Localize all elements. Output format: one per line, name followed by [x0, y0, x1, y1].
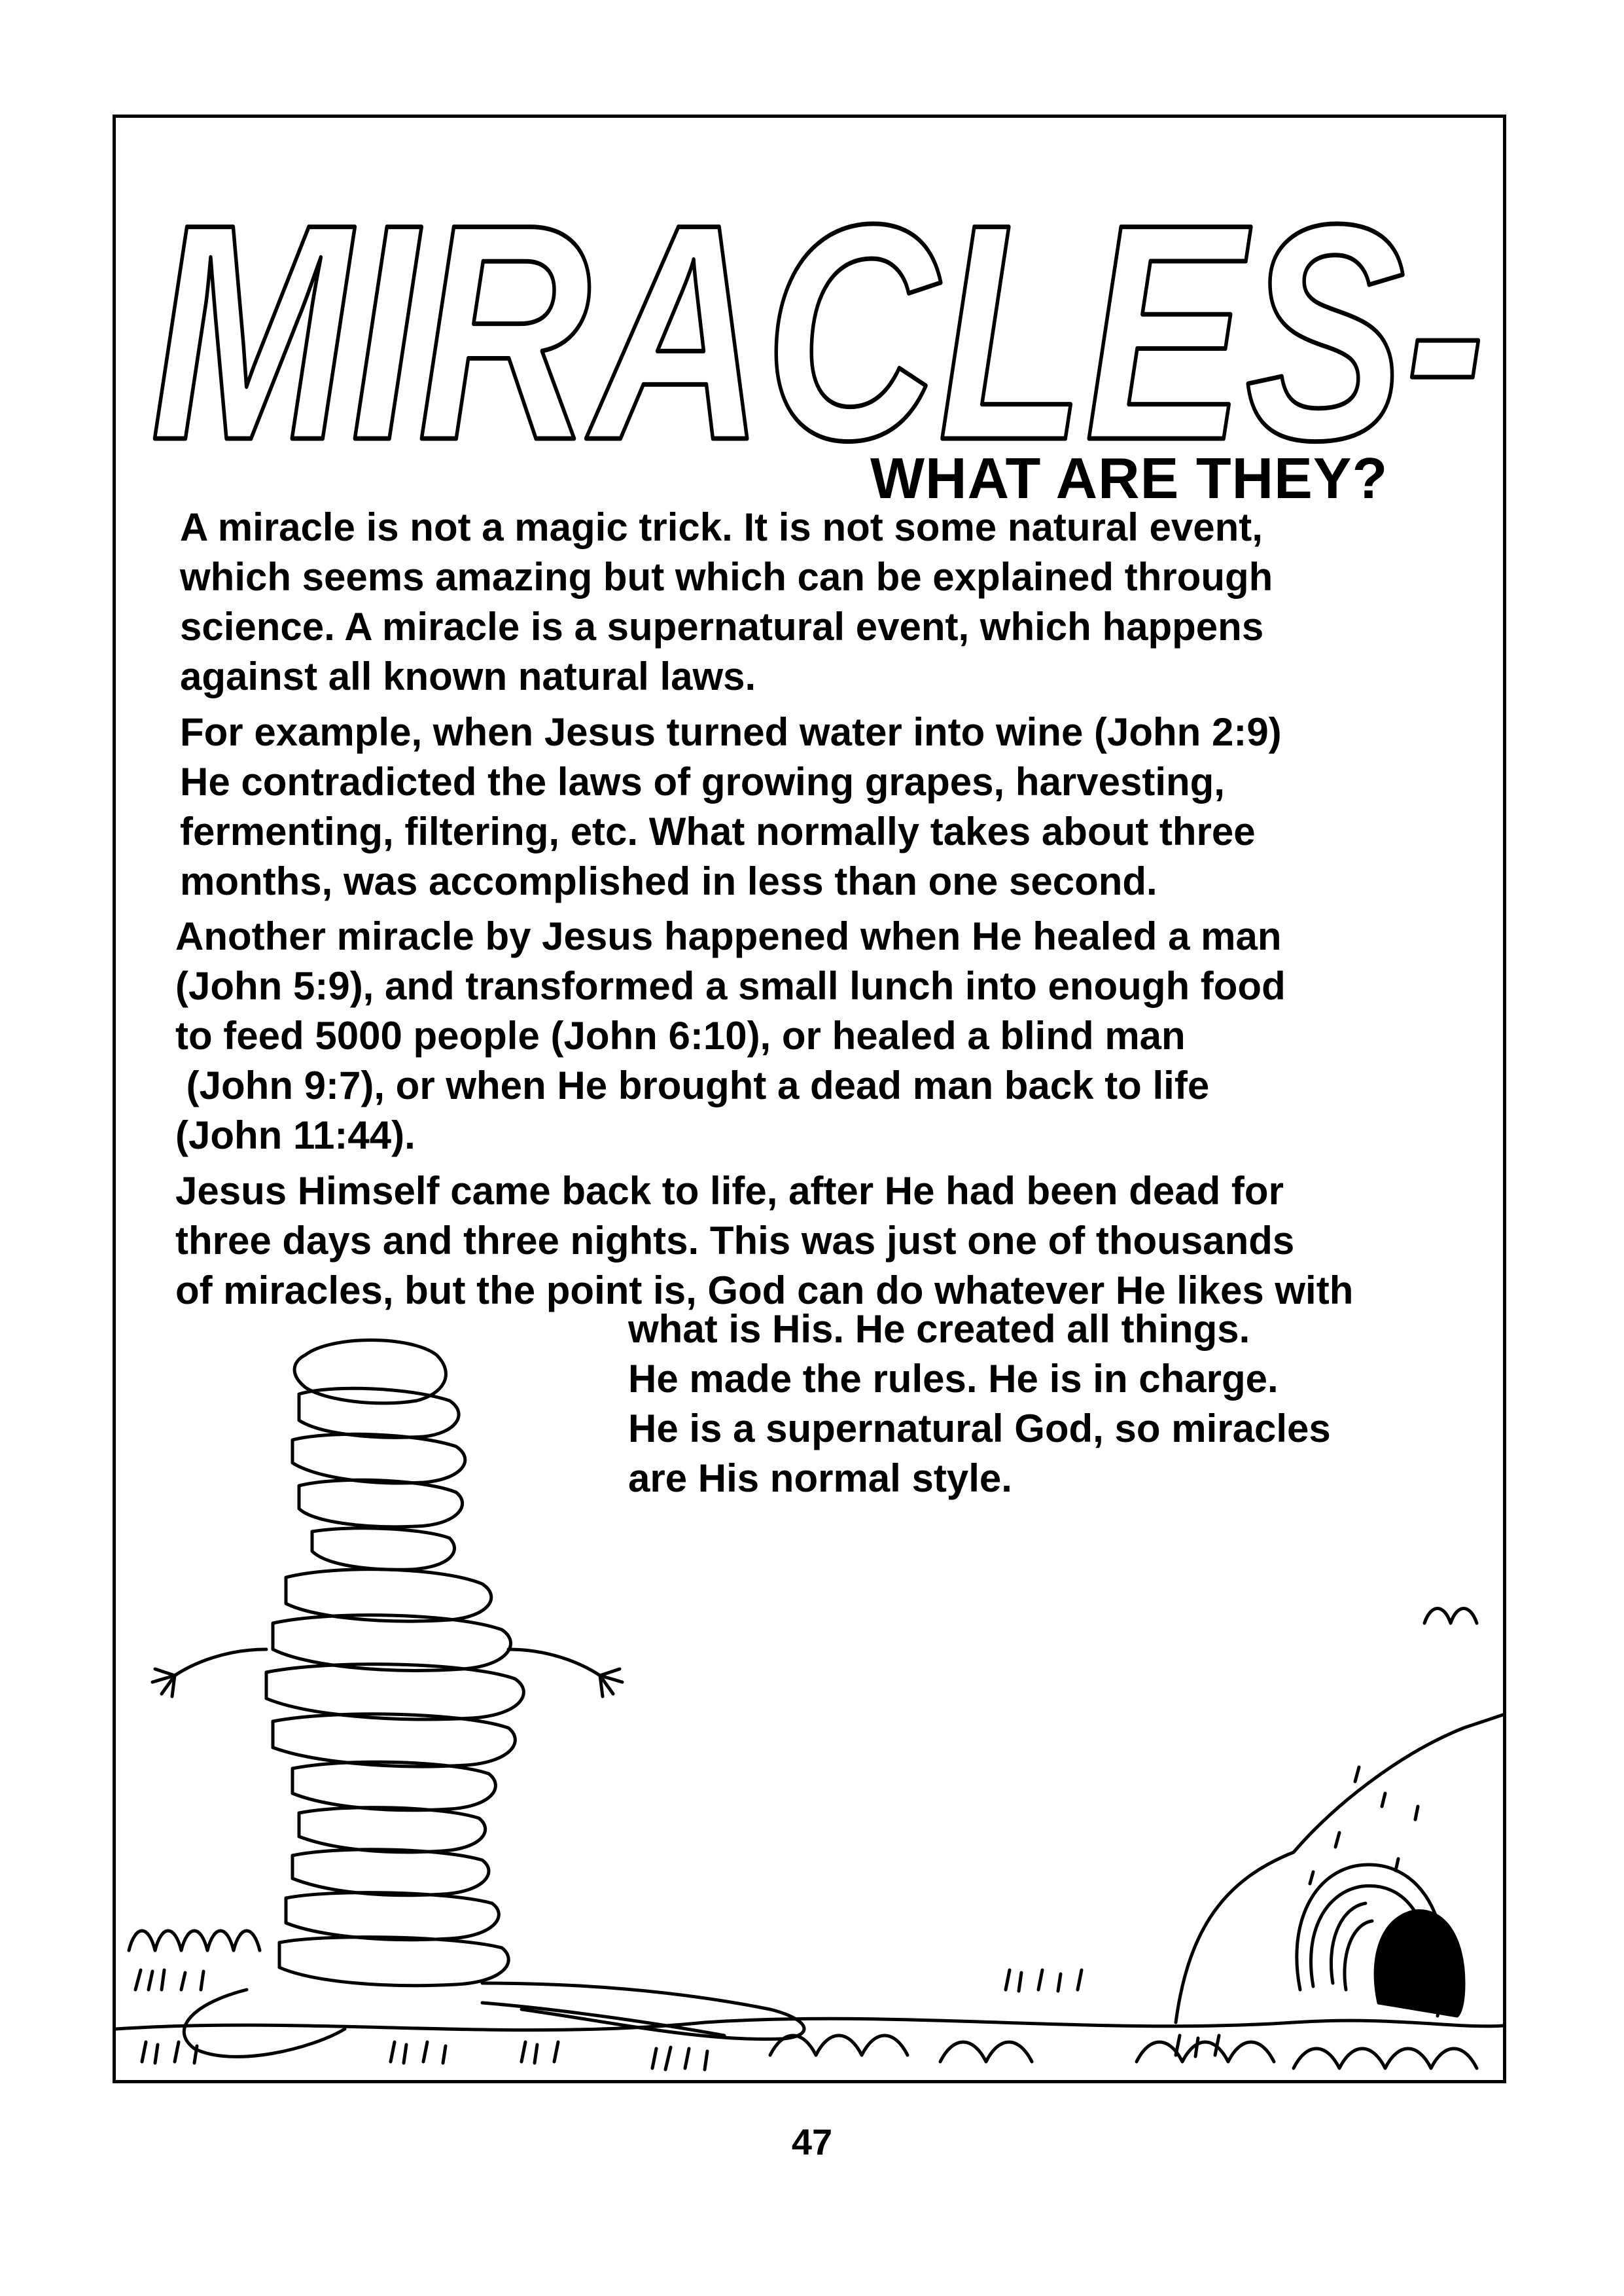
title-main: MIRACLES- [150, 160, 1485, 497]
paragraph-3 [175, 912, 1286, 1160]
text-line: He is a supernatural God, so miracles [628, 1407, 1331, 1450]
text-line: Another miracle by Jesus happened when He healed a man [175, 914, 1282, 958]
paragraph-4 [175, 1166, 1353, 1316]
illustration-risen-figure [116, 1335, 1503, 2080]
text-line: Jesus Himself came back to life, after He had been dead for [175, 1169, 1284, 1213]
text-line: what is His. He created all things. [628, 1307, 1250, 1351]
paragraph-1 [180, 503, 1273, 702]
text-line: three days and three nights. This was just one of thousands [175, 1219, 1295, 1263]
text-line: to feed 5000 people (John 6:10), or healed a blind man [175, 1014, 1186, 1058]
empty-tomb [1297, 1865, 1464, 2016]
ground-line [116, 2018, 1503, 2030]
text-line: (John 5:9), and transformed a small lunch into enough food [175, 964, 1286, 1008]
text-line: For example, when Jesus turned water into wine (John 2:9) [180, 710, 1282, 754]
text-line: science. A miracle is a supernatural event, which happens [180, 605, 1264, 649]
text-line: A miracle is not a magic trick. It is not some natural event, [180, 505, 1263, 549]
text-line: He made the rules. He is in charge. [628, 1357, 1279, 1401]
text-line: of miracles, but the point is, God can do whatever He likes with [175, 1268, 1354, 1312]
title-lettering [131, 131, 1505, 497]
text-line: against all known natural laws. [180, 655, 756, 698]
wrapped-figure [152, 1340, 804, 2057]
text-line: (John 11:44). [175, 1113, 415, 1157]
text-line: months, was accomplished in less than one second. [180, 859, 1157, 903]
paragraph-2 [180, 708, 1282, 906]
text-line: (John 9:7), or when He brought a dead man back to life [175, 1064, 1210, 1107]
page-number: 47 [791, 2121, 833, 2162]
text-line: fermenting, filtering, etc. What normally takes about three [180, 810, 1256, 853]
text-line: He contradicted the laws of growing grapes, harvesting, [180, 760, 1225, 804]
grass [129, 1609, 1477, 2070]
title-subtitle: WHAT ARE THEY? [870, 446, 1388, 511]
text-line: are His normal style. [628, 1456, 1012, 1500]
text-line: which seems amazing but which can be explained through [180, 555, 1273, 599]
